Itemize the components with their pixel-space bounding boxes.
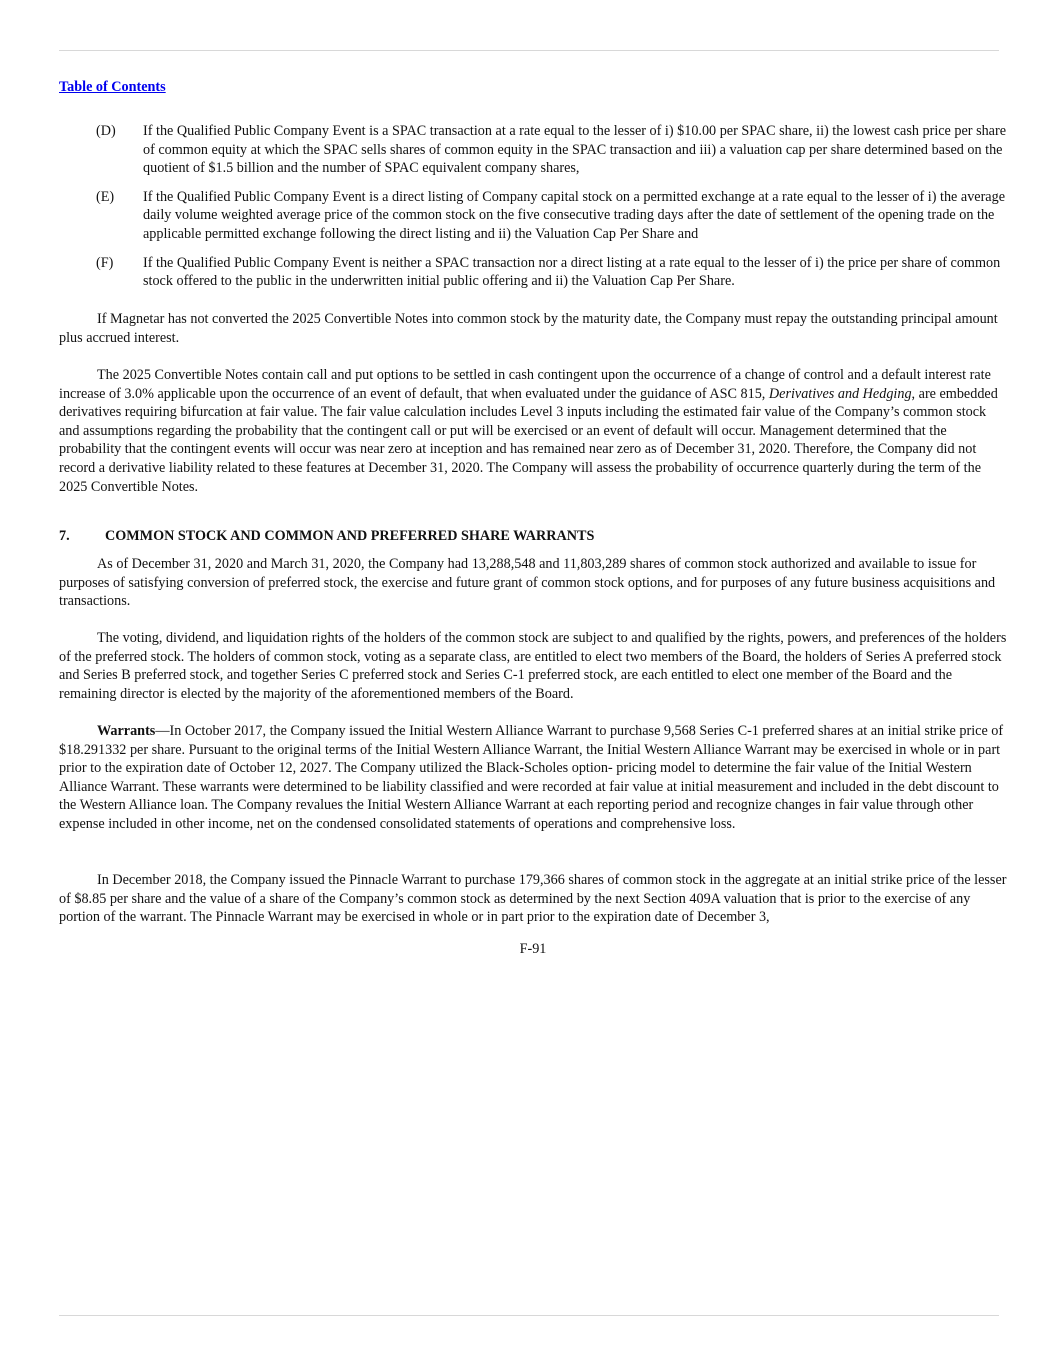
section-heading (59, 527, 594, 546)
list-item (59, 122, 1007, 178)
list-item-text: If the Qualified Public Company Event is a SPAC transaction at a rate equal to the lesser of i) $10.00 per SPAC share, ii) the lowest cash price per share of common equity at which the SPAC sells shares of common equity in the SPAC transaction and iii) a valuation cap per share determined based on the quotient of $1.5 billion and the number of SPAC equivalent company shares, (143, 123, 1006, 177)
footer-divider (59, 1315, 999, 1316)
derivatives-italic-term: Derivatives and Hedging (768, 385, 912, 402)
list-item-text: If the Qualified Public Company Event is a direct listing of Company capital stock on a permitted exchange at a rate equal to the lesser of i) the average daily volume weighted average price of the common stock on the five consecutive trading days after the date of settlement of the opening trade on the applicable permitted exchange following the direct listing and ii) the Valuation Cap Per Share and (143, 188, 1005, 242)
paragraph-voting: The voting, dividend, and liquidation rights of the holders of the common stock are subject to and qualified by the rights, powers, and preferences of the holders of the preferred stock. The holders of common stock, voting as a separate class, are entitled to elect two members of the Board, the holders of Series A preferred stock and Series B preferred stock, and together Series C preferred stock and Series C-1 preferred stock, are each entitled to elect one member of the Board and the remaining director is elected by the majority of the aforementioned members of the Board. (59, 630, 1007, 702)
conversion-rate-list (59, 122, 1007, 301)
paragraph-shares: As of December 31, 2020 and March 31, 2020, the Company had 13,288,548 and 11,803,289 shares of common stock authorized and available to issue for purposes of satisfying conversion of preferred stock, the exercise and future grant of common stock options, and for purposes of any future business acquisitions and transactions. (59, 556, 996, 610)
warrants-text: —In October 2017, the Company issued the Initial Western Alliance Warrant to purchase 9,568 Series C-1 preferred shares at an initial strike price of $18.291332 per share. Pursuant to the original terms of the Initial Western Alliance Warrant, the Initial Western Alliance Warrant may be exercised in whole or in part prior to the expiration date of October 12, 2027. The Company utilized the Black-Scholes option- pricing model to determine the fair value of the Initial Western Alliance Warrant. These warrants were determined to be liability classified and were recorded at fair value at initial measurement and included in the debt discount to the Western Alliance loan. The Company revalues the Initial Western Alliance Warrant at each reporting period and recognize changes in fair value through other expense included in other income, net on the condensed consolidated statements of operations and comprehensive loss. (59, 723, 1004, 832)
header-divider (59, 50, 999, 51)
paragraph-maturity: If Magnetar has not converted the 2025 Convertible Notes into common stock by the maturity date, the Company must repay the outstanding principal amount plus accrued interest. (59, 311, 998, 346)
list-item-label: (E) (96, 188, 115, 205)
section-title: COMMON STOCK AND COMMON AND PREFERRED SHARE WARRANTS (105, 528, 595, 544)
derivatives-text-before: The 2025 Convertible Notes contain call and put options to be settled in cash contingent upon the occurrence of a change of control and a default interest rate increase of 3.0% applicable upon the occurrence of an event of default, that when evaluated under the guidance of ASC 815, (59, 367, 991, 402)
section-number: 7. (59, 528, 70, 544)
derivatives-text-after: , are embedded derivatives requiring bifurcation at fair value. The fair value calculation includes Level 3 inputs including the estimated fair value of the Company’s common stock and assumptions regarding the probability that the contingent call or put will be exercised or an event of default will occur. Management determined that the probability that the contingent events will occur was near zero at inception and has remained near zero as of December 31, 2020. Therefore, the Company did not record a derivative liability related to these features at December 31, 2020. The Company will assess the probability of occurrence quarterly during the term of the 2025 Convertible Notes. (59, 385, 998, 495)
table-of-contents-link[interactable]: Table of Contents (59, 79, 166, 95)
list-item-label: (D) (96, 123, 116, 139)
paragraph-warrants (59, 722, 1007, 834)
list-item (59, 188, 1007, 244)
warrants-bold-lead: Warrants (97, 723, 156, 739)
page-number: F-91 (519, 941, 547, 957)
paragraph-pinnacle: In December 2018, the Company issued the Pinnacle Warrant to purchase 179,366 shares of common stock in the aggregate at an initial strike price of the lesser of $8.85 per share and the value of a share of the Company’s common stock as determined by the next Section 409A valuation that is prior to the exercise of any portion of the warrant. The Pinnacle Warrant may be exercised in whole or in part prior to the expiration date of December 3, (59, 872, 1007, 926)
list-item-text: If the Qualified Public Company Event is neither a SPAC transaction nor a direct listing at a rate equal to the lesser of i) the price per share of common stock offered to the public in the underwritten initial public offering and ii) the Valuation Cap Per Share. (143, 254, 1001, 290)
list-item-label: (F) (96, 254, 114, 271)
list-item (59, 254, 1007, 291)
paragraph-derivatives (59, 366, 1007, 496)
